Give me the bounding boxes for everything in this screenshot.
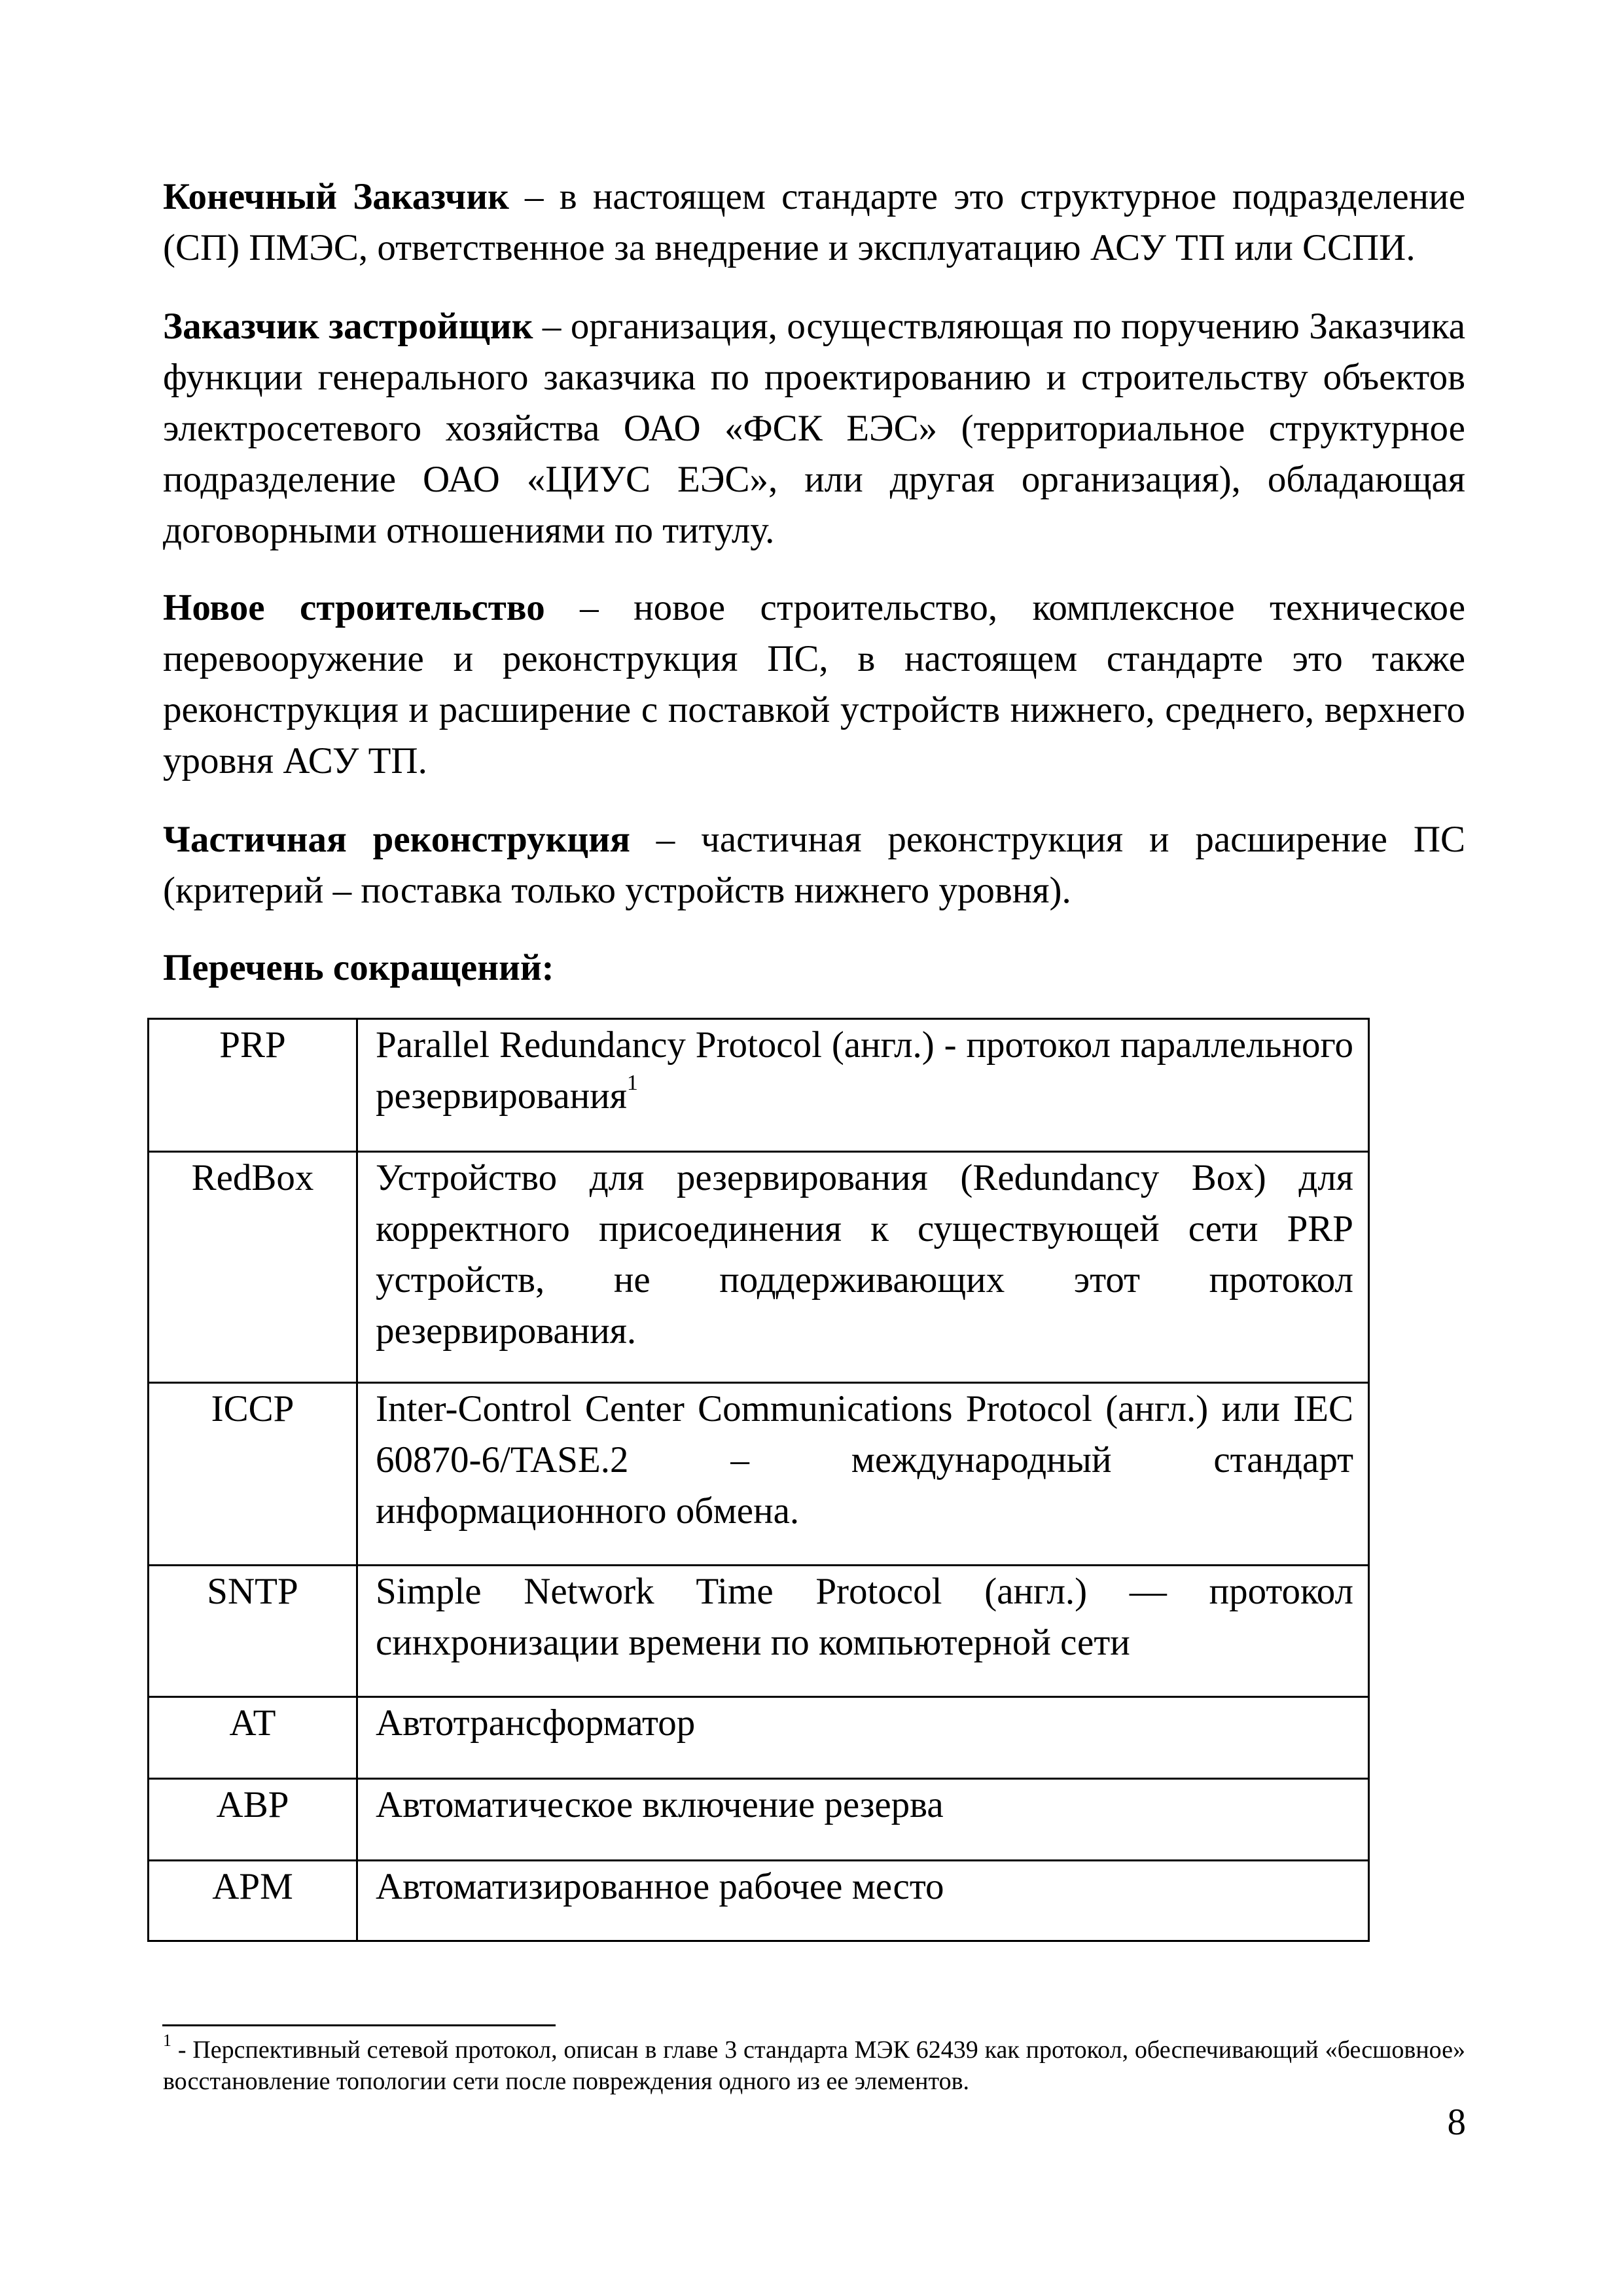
abbreviation-description: Simple Network Time Protocol (англ.) — протокол синхронизации времени по компьютерной сети: [357, 1566, 1369, 1697]
table-row: [149, 1697, 1369, 1779]
definition-term: Новое строительство: [163, 587, 545, 628]
page-number: 8: [1447, 2102, 1466, 2143]
abbreviation-description: Inter-Control Center Communications Protocol (англ.) или IEC 60870-6/TASE.2 – международный стандарт информационного обмена.: [357, 1383, 1369, 1566]
footnote-separator: [162, 2024, 556, 2026]
abbreviation-description: Устройство для резервирования (Redundancy Box) для корректного присоединения к существующей сети PRP устройств, не поддерживающих этот протокол резервирования.: [357, 1152, 1369, 1383]
abbreviation-code: PRP: [149, 1019, 357, 1152]
abbreviation-code: АТ: [149, 1697, 357, 1779]
abbreviation-code: АВР: [149, 1779, 357, 1861]
abbreviation-description: Parallel Redundancy Protocol (англ.) - протокол параллельного резервирования$^1$: [357, 1019, 1369, 1152]
abbreviation-description: Автоматическое включение резерва: [357, 1779, 1369, 1861]
table-row: [149, 1779, 1369, 1861]
definition-paragraph: [163, 301, 1465, 556]
table-row: [149, 1566, 1369, 1697]
footnote-marker: 1: [163, 2031, 171, 2050]
table-row: [149, 1152, 1369, 1383]
table-row: [149, 1383, 1369, 1566]
definition-text: – частичная реконструкция и расширение ПС (критерий – поставка только устройств нижнего уровня).: [163, 819, 1465, 911]
definition-text: – новое строительство, комплексное техническое перевооружение и реконструкция ПС, в настоящем стандарте это также реконструкция и расширение с поставкой устройств нижнего, среднего, верхнего уровня АСУ ТП.: [163, 587, 1465, 781]
definition-term: Конечный Заказчик: [163, 176, 509, 217]
abbreviation-description: Автоматизированное рабочее место: [357, 1861, 1369, 1941]
abbreviation-code: АРМ: [149, 1861, 357, 1941]
definition-paragraph: [163, 171, 1465, 274]
abbreviations-table: [147, 1018, 1370, 1942]
abbreviation-description: Автотрансформатор: [357, 1697, 1369, 1779]
abbreviations-heading: Перечень сокращений:: [163, 947, 554, 988]
definition-paragraph: [163, 814, 1465, 916]
definition-paragraph: [163, 583, 1465, 787]
definition-text: – в настоящем стандарте это структурное подразделение (СП) ПМЭС, ответственное за внедрение и эксплуатацию АСУ ТП или ССПИ.: [163, 176, 1465, 268]
abbreviation-code: SNTP: [149, 1566, 357, 1697]
abbreviation-code: ICCP: [149, 1383, 357, 1566]
definition-text: – организация, осуществляющая по поручению Заказчика функции генерального заказчика по проектированию и строительству объектов электросетевого хозяйства ОАО «ФСК ЕЭС» (территориальное структурное подразделение ОАО «ЦИУС ЕЭС», или другая организация), обладающая договорными отношениями по титулу.: [163, 306, 1465, 551]
footnote-ref[interactable]: 1: [626, 1071, 638, 1095]
table-row: [149, 1019, 1369, 1152]
footnote-text: - Перспективный сетевой протокол, описан в главе 3 стандарта МЭК 62439 как протокол, обеспечивающий «бесшовное» восстановление топологии сети после повреждения одного из ее элементов.: [163, 2036, 1465, 2095]
table-row: [149, 1861, 1369, 1941]
definition-term: Заказчик застройщик: [163, 306, 533, 347]
footnote: [163, 2031, 1465, 2097]
definition-term: Частичная реконструкция: [163, 819, 630, 860]
abbreviation-code: RedBox: [149, 1152, 357, 1383]
